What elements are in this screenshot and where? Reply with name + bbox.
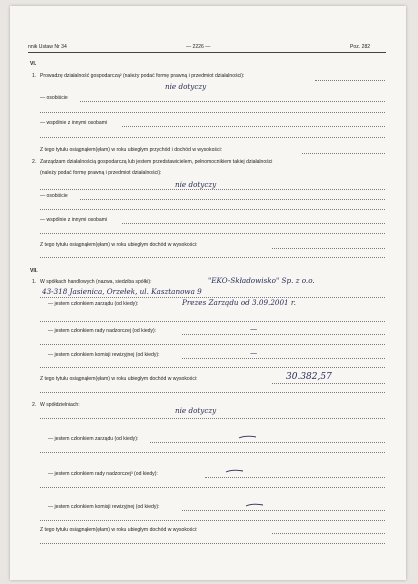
s6-item1-number: 1. <box>32 73 37 79</box>
s7-item1-text: W spółkach handlowych (nazwa, siedziba spółki): <box>40 279 152 285</box>
s6-item2-wspolnie: — wspólnie z innymi osobami <box>40 217 108 223</box>
section-7-numeral: VII. <box>30 268 38 274</box>
s7-item1-komisja-value: — <box>250 348 258 357</box>
s6-item2-line1: Zarządzam działalnością gospodarczą lub jestem przedstawicielem, pełnomocnikiem takiej działalności <box>40 159 273 165</box>
header-rule <box>28 52 386 53</box>
s6-item2-line2: (należy podać formę prawną i przedmiot działalności): <box>40 170 162 176</box>
s7-item1-income: Z tego tytułu osiągnąłem(ęłam) w roku ubiegłym dochód w wysokości: <box>40 376 198 382</box>
s7-company-name: "EKO-Składowisko" Sp. z o.o. <box>208 276 315 285</box>
s7-item1-rada-value: — <box>250 324 258 333</box>
s6-item2-handwritten: nie dotyczy <box>175 180 217 189</box>
s6-item2-number: 2. <box>32 159 37 165</box>
s7-item1-number: 1. <box>32 279 37 285</box>
handwritten-dash <box>245 502 265 508</box>
header-journal: nnik Ustaw Nr 34 <box>28 44 67 50</box>
handwritten-dash <box>238 434 258 440</box>
s7-company-address: 43-318 Jasienica, Orzełek, ul. Kasztanowa 9 <box>42 287 202 296</box>
section-6-numeral: VI. <box>30 61 37 67</box>
s7-item2-text: W spółdzielniach: <box>40 402 80 408</box>
s6-item1-osobiscie: — osobiście <box>40 95 68 101</box>
s6-item1-wspolnie: — wspólnie z innymi osobami <box>40 120 108 126</box>
s7-item2-number: 2. <box>32 402 37 408</box>
s7-item1-zarzad-value: Prezes Zarządu od 3.09.2001 r. <box>182 298 296 307</box>
s7-item1-zarzad: — jestem członkiem zarządu (od kiedy): <box>48 301 139 307</box>
header-page-number: — 2226 — <box>186 44 211 50</box>
s6-item1-handwritten: nie dotyczy <box>165 82 207 91</box>
s7-item2-income: Z tego tytułu osiągnąłem(ęłam) w roku ubiegłym dochód w wysokości: <box>40 527 198 533</box>
s7-item2-rada: — jestem członkiem rady nadzorczej³ (od kiedy): <box>48 471 158 477</box>
s7-item1-income-value: 30.382,57 <box>286 372 332 382</box>
s7-item2-zarzad: — jestem członkiem zarządu (od kiedy): <box>48 436 139 442</box>
s7-item1-rada: — jestem członkiem rady nadzorczej (od kiedy): <box>48 328 157 334</box>
s7-item2-komisja: — jestem członkiem komisji rewizyjnej (od kiedy): <box>48 504 160 510</box>
header-position: Poz. 282 <box>350 44 371 50</box>
s7-item2-handwritten: nie dotyczy <box>175 406 217 415</box>
s6-item2-osobiscie: — osobiście <box>40 193 68 199</box>
s7-item1-komisja: — jestem członkiem komisji rewizyjnej (od kiedy): <box>48 352 160 358</box>
s6-item2-income: Z tego tytułu osiągnąłem(ęłam) w roku ubiegłym dochód w wysokości: <box>40 242 198 248</box>
s6-item1-text: Prowadzę działalność gospodarczą² (należy podać formę prawną i przedmiot działalności): <box>40 73 245 79</box>
declaration-page <box>10 6 406 580</box>
handwritten-dash <box>225 468 245 474</box>
s6-item1-income: Z tego tytułu osiągnąłem(ęłam) w roku ubiegłym przychód i dochód w wysokości: <box>40 147 223 153</box>
